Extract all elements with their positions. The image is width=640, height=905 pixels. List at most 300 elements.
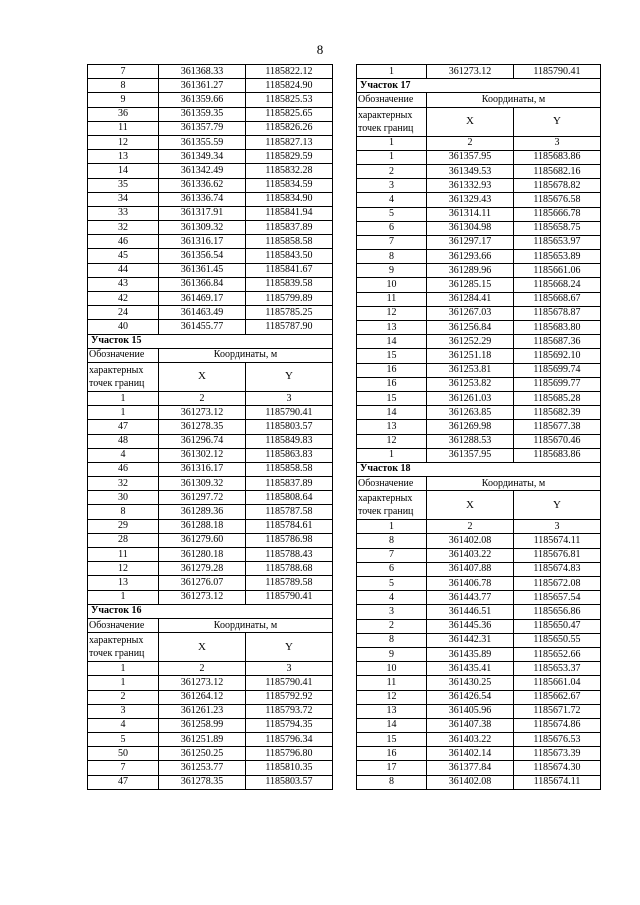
y-coordinate: 1185682.39 (514, 406, 601, 420)
column-header-row (88, 348, 333, 362)
x-coordinate: 361443.77 (427, 591, 514, 605)
point-number: 11 (357, 676, 427, 690)
table-row (88, 590, 333, 604)
table-row (357, 761, 601, 775)
right-coordinates-column (356, 64, 600, 790)
table-row (357, 235, 601, 249)
table-row (88, 121, 333, 135)
left-coordinates-column (87, 64, 332, 790)
x-coordinate: 361276.07 (159, 576, 246, 590)
x-coordinate: 361361.27 (159, 79, 246, 93)
y-coordinate: 1185650.47 (514, 619, 601, 633)
y-coordinate: 1185678.87 (514, 306, 601, 320)
y-coordinate: 1185676.81 (514, 548, 601, 562)
table-row (88, 690, 333, 704)
table-row (88, 406, 333, 420)
table-row (357, 207, 601, 221)
table-row (357, 363, 601, 377)
point-number: 4 (88, 448, 159, 462)
y-coordinate: 1185683.86 (514, 448, 601, 462)
point-number: 2 (357, 164, 427, 178)
x-coordinate: 361355.59 (159, 135, 246, 149)
y-coordinate: 1185653.97 (514, 235, 601, 249)
table-row (88, 761, 333, 775)
point-number: 5 (357, 207, 427, 221)
point-number: 29 (88, 519, 159, 533)
table-row (88, 320, 333, 334)
y-coordinate: 1185683.86 (514, 150, 601, 164)
point-number: 14 (88, 164, 159, 178)
x-coordinate: 361293.66 (427, 250, 514, 264)
x-coordinate: 361251.18 (427, 349, 514, 363)
y-coordinate: 1185674.83 (514, 562, 601, 576)
x-coordinate: 361289.96 (427, 264, 514, 278)
point-number: 15 (357, 733, 427, 747)
table-row (88, 775, 333, 789)
point-label-header: Обозначение (88, 618, 159, 632)
x-coordinate: 361253.81 (427, 363, 514, 377)
y-coordinate: 1185824.90 (246, 79, 333, 93)
x-coordinate: 361261.23 (159, 704, 246, 718)
table-row (357, 335, 601, 349)
x-coordinate: 361359.35 (159, 107, 246, 121)
point-number: 46 (88, 462, 159, 476)
point-number: 11 (88, 548, 159, 562)
x-coordinate: 361252.29 (427, 335, 514, 349)
table-row (357, 718, 601, 732)
x-coordinate: 361317.91 (159, 206, 246, 220)
table-row (88, 221, 333, 235)
table-row (357, 704, 601, 718)
x-coordinate: 361278.35 (159, 775, 246, 789)
x-coordinate: 361296.74 (159, 434, 246, 448)
point-number: 13 (357, 704, 427, 718)
y-coordinate: 1185785.25 (246, 306, 333, 320)
point-number: 12 (357, 306, 427, 320)
y-coordinate: 1185788.68 (246, 562, 333, 576)
x-coordinate: 361336.74 (159, 192, 246, 206)
x-coordinate: 361273.12 (159, 406, 246, 420)
x-coordinate: 361349.53 (427, 164, 514, 178)
x-coordinate: 361309.32 (159, 221, 246, 235)
point-number: 6 (357, 221, 427, 235)
section-title-row (88, 334, 333, 348)
x-coordinate: 361288.53 (427, 434, 514, 448)
point-number: 45 (88, 249, 159, 263)
y-coordinate: 1185803.57 (246, 775, 333, 789)
y-coordinate: 1185858.58 (246, 462, 333, 476)
y-coordinate: 1185839.58 (246, 277, 333, 291)
table-row (88, 178, 333, 192)
x-coordinate: 361402.08 (427, 775, 514, 789)
y-coordinate: 1185796.34 (246, 733, 333, 747)
x-coordinate: 361258.99 (159, 718, 246, 732)
y-coordinate: 1185790.41 (246, 676, 333, 690)
table-row (357, 662, 601, 676)
y-coordinate: 1185650.55 (514, 633, 601, 647)
table-row (357, 65, 601, 79)
page-number: 8 (316, 42, 324, 57)
point-number: 7 (357, 548, 427, 562)
table-row (357, 377, 601, 391)
table-row (88, 164, 333, 178)
y-coordinate: 1185673.39 (514, 747, 601, 761)
column-header-row (357, 491, 601, 520)
y-coordinate: 1185676.53 (514, 733, 601, 747)
point-number: 16 (357, 747, 427, 761)
y-coordinate: 1185794.35 (246, 718, 333, 732)
x-header: X (159, 362, 246, 391)
table-row (88, 150, 333, 164)
table-row (357, 733, 601, 747)
x-coordinate: 361366.84 (159, 277, 246, 291)
x-coordinate: 361357.95 (427, 150, 514, 164)
y-coordinate: 1185825.53 (246, 93, 333, 107)
column-number-row (88, 662, 333, 676)
y-coordinate: 1185793.72 (246, 704, 333, 718)
y-coordinate: 1185666.78 (514, 207, 601, 221)
y-coordinate: 1185841.67 (246, 263, 333, 277)
x-coordinate: 361263.85 (427, 406, 514, 420)
point-number: 13 (88, 576, 159, 590)
table-row (357, 278, 601, 292)
point-number: 8 (88, 505, 159, 519)
point-number: 2 (88, 690, 159, 704)
point-number: 7 (88, 65, 159, 79)
y-header: Y (514, 107, 601, 136)
table-row (357, 534, 601, 548)
x-coordinate: 361349.34 (159, 150, 246, 164)
y-coordinate: 1185652.66 (514, 647, 601, 661)
point-number: 12 (357, 690, 427, 704)
x-coordinate: 361435.41 (427, 662, 514, 676)
point-label-line: характерных (89, 635, 144, 647)
y-coordinate: 1185692.10 (514, 349, 601, 363)
table-row (88, 704, 333, 718)
point-number: 4 (357, 591, 427, 605)
x-coordinate: 361273.12 (427, 65, 514, 79)
table-row (88, 448, 333, 462)
y-coordinate: 1185826.26 (246, 121, 333, 135)
x-coordinate: 361329.43 (427, 193, 514, 207)
column-header-row (357, 93, 601, 107)
table-row (88, 676, 333, 690)
y-coordinate: 1185682.16 (514, 164, 601, 178)
point-number: 9 (357, 264, 427, 278)
point-number: 1 (357, 150, 427, 164)
point-number: 1 (88, 406, 159, 420)
x-coordinate: 361368.33 (159, 65, 246, 79)
point-number: 8 (357, 250, 427, 264)
x-coordinate: 361297.72 (159, 491, 246, 505)
point-label-header: Обозначение (357, 477, 427, 491)
coordinates-header: Координаты, м (427, 93, 601, 107)
point-number: 5 (88, 733, 159, 747)
coordinates-header: Координаты, м (159, 618, 333, 632)
table-row (88, 263, 333, 277)
point-label-header-cont (357, 491, 427, 520)
y-coordinate: 1185784.61 (246, 519, 333, 533)
y-coordinate: 1185786.98 (246, 533, 333, 547)
point-number: 24 (88, 306, 159, 320)
point-number: 48 (88, 434, 159, 448)
table-row (88, 206, 333, 220)
point-label-line: точек границ (358, 506, 414, 518)
table-row (357, 164, 601, 178)
point-number: 11 (88, 121, 159, 135)
x-coordinate: 361253.77 (159, 761, 246, 775)
y-coordinate: 1185676.58 (514, 193, 601, 207)
point-label-header-cont (88, 633, 159, 662)
x-coordinate: 361407.88 (427, 562, 514, 576)
y-coordinate: 1185787.90 (246, 320, 333, 334)
table-row (88, 135, 333, 149)
y-header: Y (246, 362, 333, 391)
y-coordinate: 1185668.24 (514, 278, 601, 292)
y-coordinate: 1185849.83 (246, 434, 333, 448)
y-coordinate: 1185685.28 (514, 391, 601, 405)
y-coordinate: 1185674.30 (514, 761, 601, 775)
point-label-header: Обозначение (357, 93, 427, 107)
point-number: 40 (88, 320, 159, 334)
y-coordinate: 1185837.89 (246, 221, 333, 235)
section-title: Участок 18 (357, 462, 601, 476)
table-row (357, 619, 601, 633)
x-coordinate: 361445.36 (427, 619, 514, 633)
column-header-row (88, 633, 333, 662)
x-coordinate: 361279.28 (159, 562, 246, 576)
table-row (88, 420, 333, 434)
point-number: 1 (88, 590, 159, 604)
x-coordinate: 361407.38 (427, 718, 514, 732)
point-number: 46 (88, 235, 159, 249)
x-coordinate: 361302.12 (159, 448, 246, 462)
y-coordinate: 1185699.74 (514, 363, 601, 377)
column-number: 1 (357, 520, 427, 534)
x-coordinate: 361455.77 (159, 320, 246, 334)
x-coordinate: 361463.49 (159, 306, 246, 320)
x-header: X (427, 491, 514, 520)
left-coordinates-table (87, 64, 333, 790)
point-number: 6 (357, 562, 427, 576)
table-row (88, 576, 333, 590)
table-row (357, 577, 601, 591)
point-number: 3 (357, 605, 427, 619)
x-coordinate: 361279.60 (159, 533, 246, 547)
point-label-line: характерных (89, 364, 144, 376)
point-number: 42 (88, 292, 159, 306)
x-coordinate: 361253.82 (427, 377, 514, 391)
y-coordinate: 1185661.04 (514, 676, 601, 690)
x-coordinate: 361356.54 (159, 249, 246, 263)
table-row (88, 79, 333, 93)
y-coordinate: 1185653.37 (514, 662, 601, 676)
table-row (88, 505, 333, 519)
point-number: 4 (357, 193, 427, 207)
point-number: 1 (88, 676, 159, 690)
x-coordinate: 361361.45 (159, 263, 246, 277)
x-coordinate: 361256.84 (427, 321, 514, 335)
table-row (88, 235, 333, 249)
table-row (88, 107, 333, 121)
y-coordinate: 1185799.89 (246, 292, 333, 306)
section-title: Участок 15 (88, 334, 333, 348)
point-number: 10 (357, 278, 427, 292)
table-row (357, 406, 601, 420)
point-number: 5 (357, 577, 427, 591)
y-header: Y (514, 491, 601, 520)
y-coordinate: 1185825.65 (246, 107, 333, 121)
section-title-row (357, 462, 601, 476)
point-label-line: точек границ (89, 648, 145, 660)
point-number: 16 (357, 363, 427, 377)
x-coordinate: 361442.31 (427, 633, 514, 647)
x-coordinate: 361285.15 (427, 278, 514, 292)
right-coordinates-table (356, 64, 601, 790)
column-number: 1 (88, 662, 159, 676)
x-coordinate: 361314.11 (427, 207, 514, 221)
point-number: 3 (357, 179, 427, 193)
table-row (357, 775, 601, 789)
x-coordinate: 361284.41 (427, 292, 514, 306)
section-title-row (88, 604, 333, 618)
table-row (88, 65, 333, 79)
y-coordinate: 1185822.12 (246, 65, 333, 79)
point-number: 28 (88, 533, 159, 547)
point-number: 14 (357, 718, 427, 732)
y-coordinate: 1185796.80 (246, 747, 333, 761)
point-number: 12 (357, 434, 427, 448)
column-header-row (88, 618, 333, 632)
point-number: 44 (88, 263, 159, 277)
x-coordinate: 361280.18 (159, 548, 246, 562)
point-number: 12 (88, 562, 159, 576)
table-row (88, 93, 333, 107)
point-number: 32 (88, 477, 159, 491)
x-coordinate: 361264.12 (159, 690, 246, 704)
table-row (357, 605, 601, 619)
table-row (88, 292, 333, 306)
column-number: 2 (159, 391, 246, 405)
x-coordinate: 361377.84 (427, 761, 514, 775)
point-number: 9 (88, 93, 159, 107)
y-coordinate: 1185674.86 (514, 718, 601, 732)
y-coordinate: 1185841.94 (246, 206, 333, 220)
point-number: 14 (357, 335, 427, 349)
table-row (357, 264, 601, 278)
column-number: 2 (159, 662, 246, 676)
table-row (88, 718, 333, 732)
y-coordinate: 1185661.06 (514, 264, 601, 278)
y-coordinate: 1185829.59 (246, 150, 333, 164)
y-coordinate: 1185670.46 (514, 434, 601, 448)
x-coordinate: 361446.51 (427, 605, 514, 619)
y-coordinate: 1185792.92 (246, 690, 333, 704)
point-number: 8 (357, 775, 427, 789)
table-row (88, 562, 333, 576)
section-title: Участок 17 (357, 79, 601, 93)
table-row (357, 179, 601, 193)
x-coordinate: 361357.79 (159, 121, 246, 135)
x-coordinate: 361273.12 (159, 590, 246, 604)
column-number-row (357, 136, 601, 150)
point-number: 13 (88, 150, 159, 164)
column-number: 3 (246, 662, 333, 676)
table-row (357, 420, 601, 434)
x-coordinate: 361261.03 (427, 391, 514, 405)
point-number: 12 (88, 135, 159, 149)
table-row (357, 690, 601, 704)
point-number: 13 (357, 321, 427, 335)
point-label-header-cont (88, 362, 159, 391)
table-row (357, 647, 601, 661)
point-number: 15 (357, 349, 427, 363)
table-row (88, 249, 333, 263)
y-coordinate: 1185668.67 (514, 292, 601, 306)
x-coordinate: 361357.95 (427, 448, 514, 462)
y-coordinate: 1185834.59 (246, 178, 333, 192)
y-coordinate: 1185832.28 (246, 164, 333, 178)
point-label-line: характерных (358, 109, 413, 121)
table-row (357, 306, 601, 320)
x-coordinate: 361342.49 (159, 164, 246, 178)
point-label-line: точек границ (89, 377, 145, 389)
y-coordinate: 1185789.58 (246, 576, 333, 590)
x-coordinate: 361359.66 (159, 93, 246, 107)
column-number: 1 (88, 391, 159, 405)
y-coordinate: 1185662.67 (514, 690, 601, 704)
point-number: 7 (357, 235, 427, 249)
point-number: 7 (88, 761, 159, 775)
y-coordinate: 1185683.80 (514, 321, 601, 335)
y-coordinate: 1185803.57 (246, 420, 333, 434)
x-coordinate: 361273.12 (159, 676, 246, 690)
column-number: 1 (357, 136, 427, 150)
table-row (88, 533, 333, 547)
section-title: Участок 16 (88, 604, 333, 618)
point-number: 13 (357, 420, 427, 434)
x-coordinate: 361469.17 (159, 292, 246, 306)
y-coordinate: 1185788.43 (246, 548, 333, 562)
x-coordinate: 361316.17 (159, 235, 246, 249)
table-row (357, 391, 601, 405)
table-row (88, 462, 333, 476)
point-number: 3 (88, 704, 159, 718)
x-coordinate: 361332.93 (427, 179, 514, 193)
y-coordinate: 1185863.83 (246, 448, 333, 462)
x-coordinate: 361402.08 (427, 534, 514, 548)
x-coordinate: 361250.25 (159, 747, 246, 761)
x-coordinate: 361289.36 (159, 505, 246, 519)
y-coordinate: 1185656.86 (514, 605, 601, 619)
x-coordinate: 361435.89 (427, 647, 514, 661)
x-coordinate: 361405.96 (427, 704, 514, 718)
y-header: Y (246, 633, 333, 662)
coordinates-header: Координаты, м (159, 348, 333, 362)
table-row (88, 747, 333, 761)
point-number: 36 (88, 107, 159, 121)
y-coordinate: 1185653.89 (514, 250, 601, 264)
point-number: 1 (357, 65, 427, 79)
x-coordinate: 361430.25 (427, 676, 514, 690)
y-coordinate: 1185674.11 (514, 534, 601, 548)
table-row (88, 519, 333, 533)
point-label-line: характерных (358, 493, 413, 505)
y-coordinate: 1185674.11 (514, 775, 601, 789)
section-title-row (357, 79, 601, 93)
table-row (357, 633, 601, 647)
y-coordinate: 1185658.75 (514, 221, 601, 235)
